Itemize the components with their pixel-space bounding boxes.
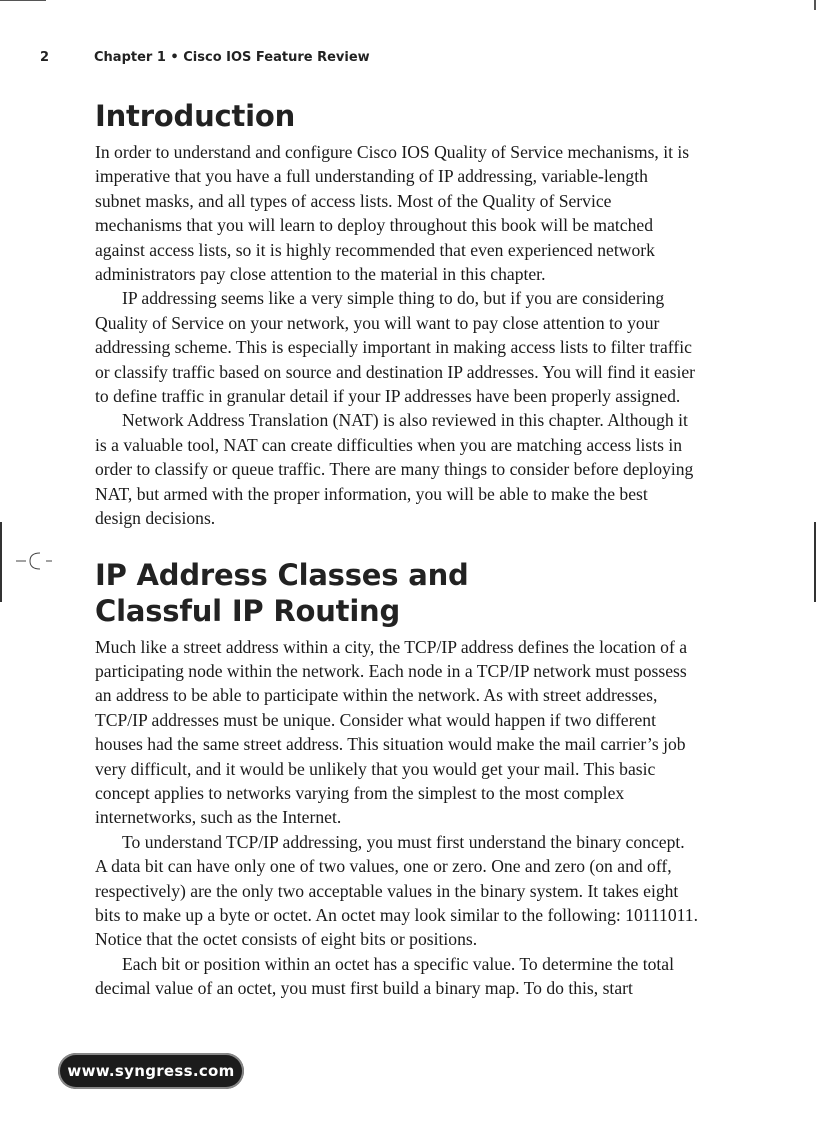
chapter-title: Chapter 1 • Cisco IOS Feature Review — [94, 50, 370, 65]
running-header — [40, 50, 370, 65]
publisher-url-badge[interactable] — [58, 1053, 244, 1089]
ip-paragraph-3: Each bit or position within an octet has a specific value. To determine the total decimal value of an octet, you must first build a binary map. To do this, start — [95, 953, 674, 999]
margin-rule-left — [0, 522, 2, 602]
introduction-heading: Introduction — [95, 99, 296, 133]
ip-paragraph-2: To understand TCP/IP addressing, you must first understand the binary concept. A data bit can have only one of two values, one or zero. One and zero (on and off, respectively) are the only two acceptable values in the binary system. It takes eight bits to make up a byte or octet. An octet may look similar to the following: 10111011. Notice that the octet consists of eight bits or positions. — [95, 831, 698, 950]
intro-paragraph-3: Network Address Translation (NAT) is also reviewed in this chapter. Although it is a valuable tool, NAT can create difficulties when you are matching access lists in order to classify or queue traffic. There are many things to consider before deploying NAT, but armed with the proper information, you will be able to make the best design decisions. — [95, 410, 694, 529]
registration-mark-icon — [16, 550, 60, 572]
intro-paragraph-1: In order to understand and configure Cisco IOS Quality of Service mechanisms, it is imperative that you have a full understanding of IP addressing, variable-length subnet masks, and all types of access lists. Most of the Quality of Service mechanisms that you will learn to deploy throughout this book will be matched against access lists, so it is highly recommended that even experienced network administrators pay close attention to the material in this chapter. — [95, 142, 690, 285]
page-number: 2 — [40, 50, 50, 65]
publisher-url[interactable]: www.syngress.com — [67, 1062, 235, 1080]
ip-section-heading — [95, 557, 698, 629]
ip-heading-line-2: Classful IP Routing — [95, 593, 401, 628]
page-body — [95, 90, 698, 1001]
intro-paragraph-2: IP addressing seems like a very simple thing to do, but if you are considering Quality of Service on your network, you will want to pay close attention to your addressing scheme. This is especially important in making access lists to filter traffic or classify traffic based on source and destination IP addresses. You will find it easier to define traffic in granular detail if your IP addresses have been properly assigned. — [95, 288, 696, 407]
ip-heading-line-1: IP Address Classes and — [95, 557, 469, 592]
ip-paragraph-1: Much like a street address within a city, the TCP/IP address defines the location of a participating node within the network. Each node in a TCP/IP network must possess an address to be able to participate within the network. As with street addresses, TCP/IP addresses must be unique. Consider what would happen if two different houses had the same street address. This situation would make the mail carrier’s job very difficult, and it would be unlikely that you would get your mail. This basic concept applies to networks varying from the simplest to the most complex internetworks, such as the Internet. — [95, 636, 688, 828]
crop-mark-top-left — [0, 0, 46, 1]
